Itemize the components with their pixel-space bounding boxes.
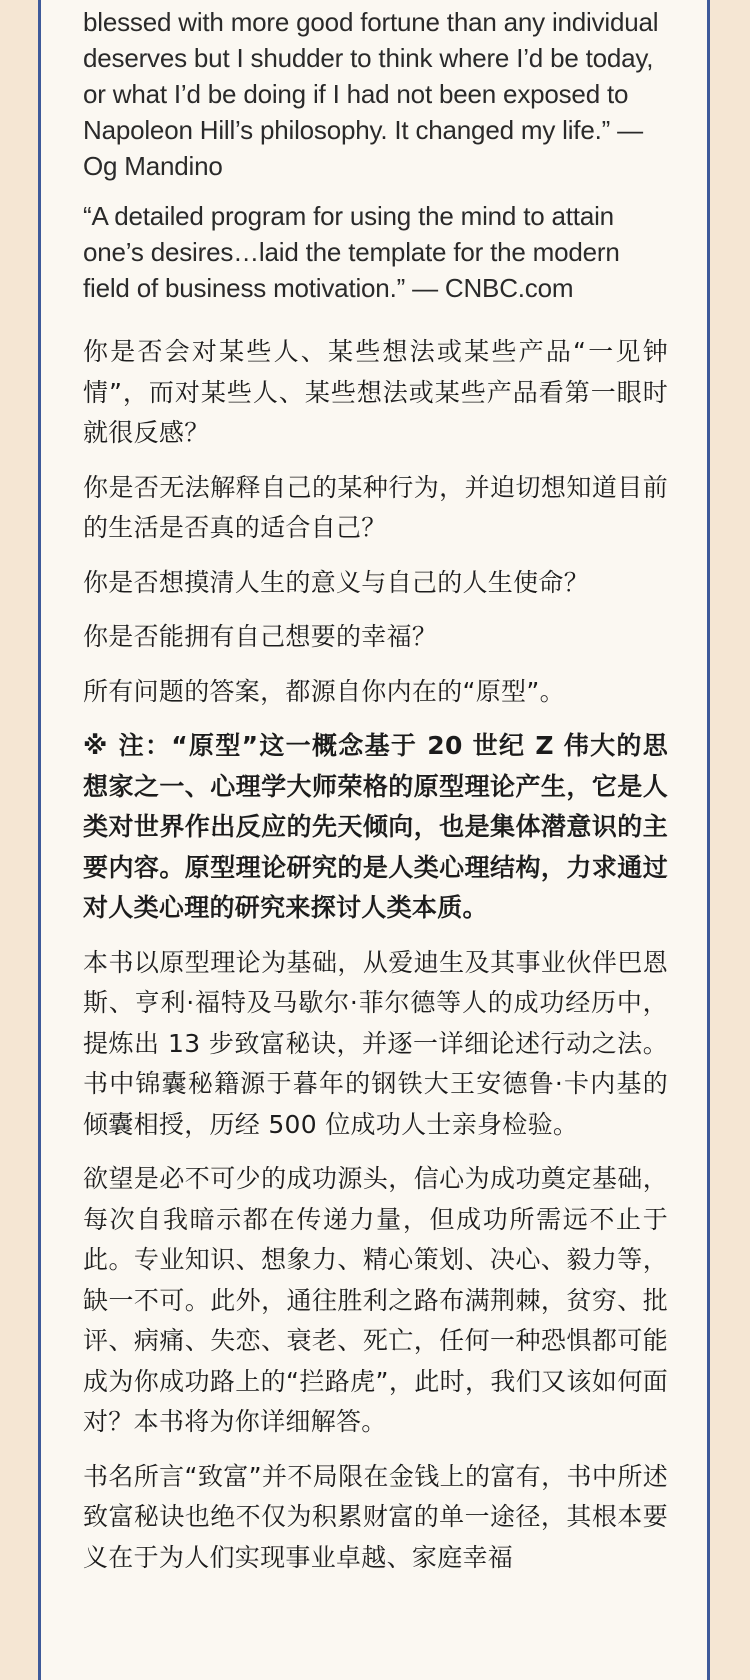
archetype-note: ※ 注：“原型”这一概念基于 20 世纪 Z 伟大的思想家之一、心理学大师荣格的原型理论产生，它是人类对世界作出反应的先天倾向，也是集体潜意识的主要内容。原型理论研究的是人类心理结构，力求通过对人类心理的研究来探讨人类本质。 (83, 731, 668, 922)
book-desire: 欲望是必不可少的成功源头，信心为成功奠定基础，每次自我暗示都在传递力量，但成功所需远不止于此。专业知识、想象力、精心策划、决心、毅力等，缺一不可。此外，通往胜利之路布满荆棘，贫穷、批评、病痛、失恋、衰老、死亡，任何一种恐惧都可能成为你成功路上的“拦路虎”，此时，我们又该如何面对？本书将为你详细解答。 (83, 1164, 668, 1436)
question-meaning: 你是否想摸清人生的意义与自己的人生使命？ (83, 567, 590, 597)
book-intro: 本书以原型理论为基础，从爱迪生及其事业伙伴巴恩斯、亨利·福特及马歇尔·菲尔德等人的成功经历中，提炼出 13 步致富秘诀，并逐一详细论述行动之法。书中锦囊秘籍源于暮年的钢铁大王安德鲁·卡内基的倾囊相授，历经 500 位成功人士亲身检验。 (83, 947, 668, 1139)
answer-archetype: 所有问题的答案，都源自你内在的“原型”。 (83, 676, 565, 706)
quote-og-mandino: blessed with more good fortune than any individual deserves but I shudder to think where I’d be today, or what I’d be doing if I had not been exposed to Napoleon Hill’s philosophy. It changed my life.” — Og Mandino (83, 7, 659, 181)
question-behavior: 你是否无法解释自己的某种行为，并迫切想知道目前的生活是否真的适合自己？ (83, 472, 668, 542)
question-happiness: 你是否能拥有自己想要的幸福？ (83, 622, 438, 651)
quote-cnbc: “A detailed program for using the mind to attain one’s desires…laid the template for the modern field of business motivation.” — CNBC.com (83, 201, 620, 303)
article-body (83, 4, 668, 1578)
question-first-impression: 你是否会对某些人、某些想法或某些产品“一见钟情”，而对某些人、某些想法或某些产品看第一眼时就很反感？ (83, 337, 668, 447)
book-title-meaning: 书名所言“致富”并不局限在金钱上的富有，书中所述致富秘诀也绝不仅为积累财富的单一途径，其根本要义在于为人们实现事业卓越、家庭幸福 (83, 1461, 668, 1572)
